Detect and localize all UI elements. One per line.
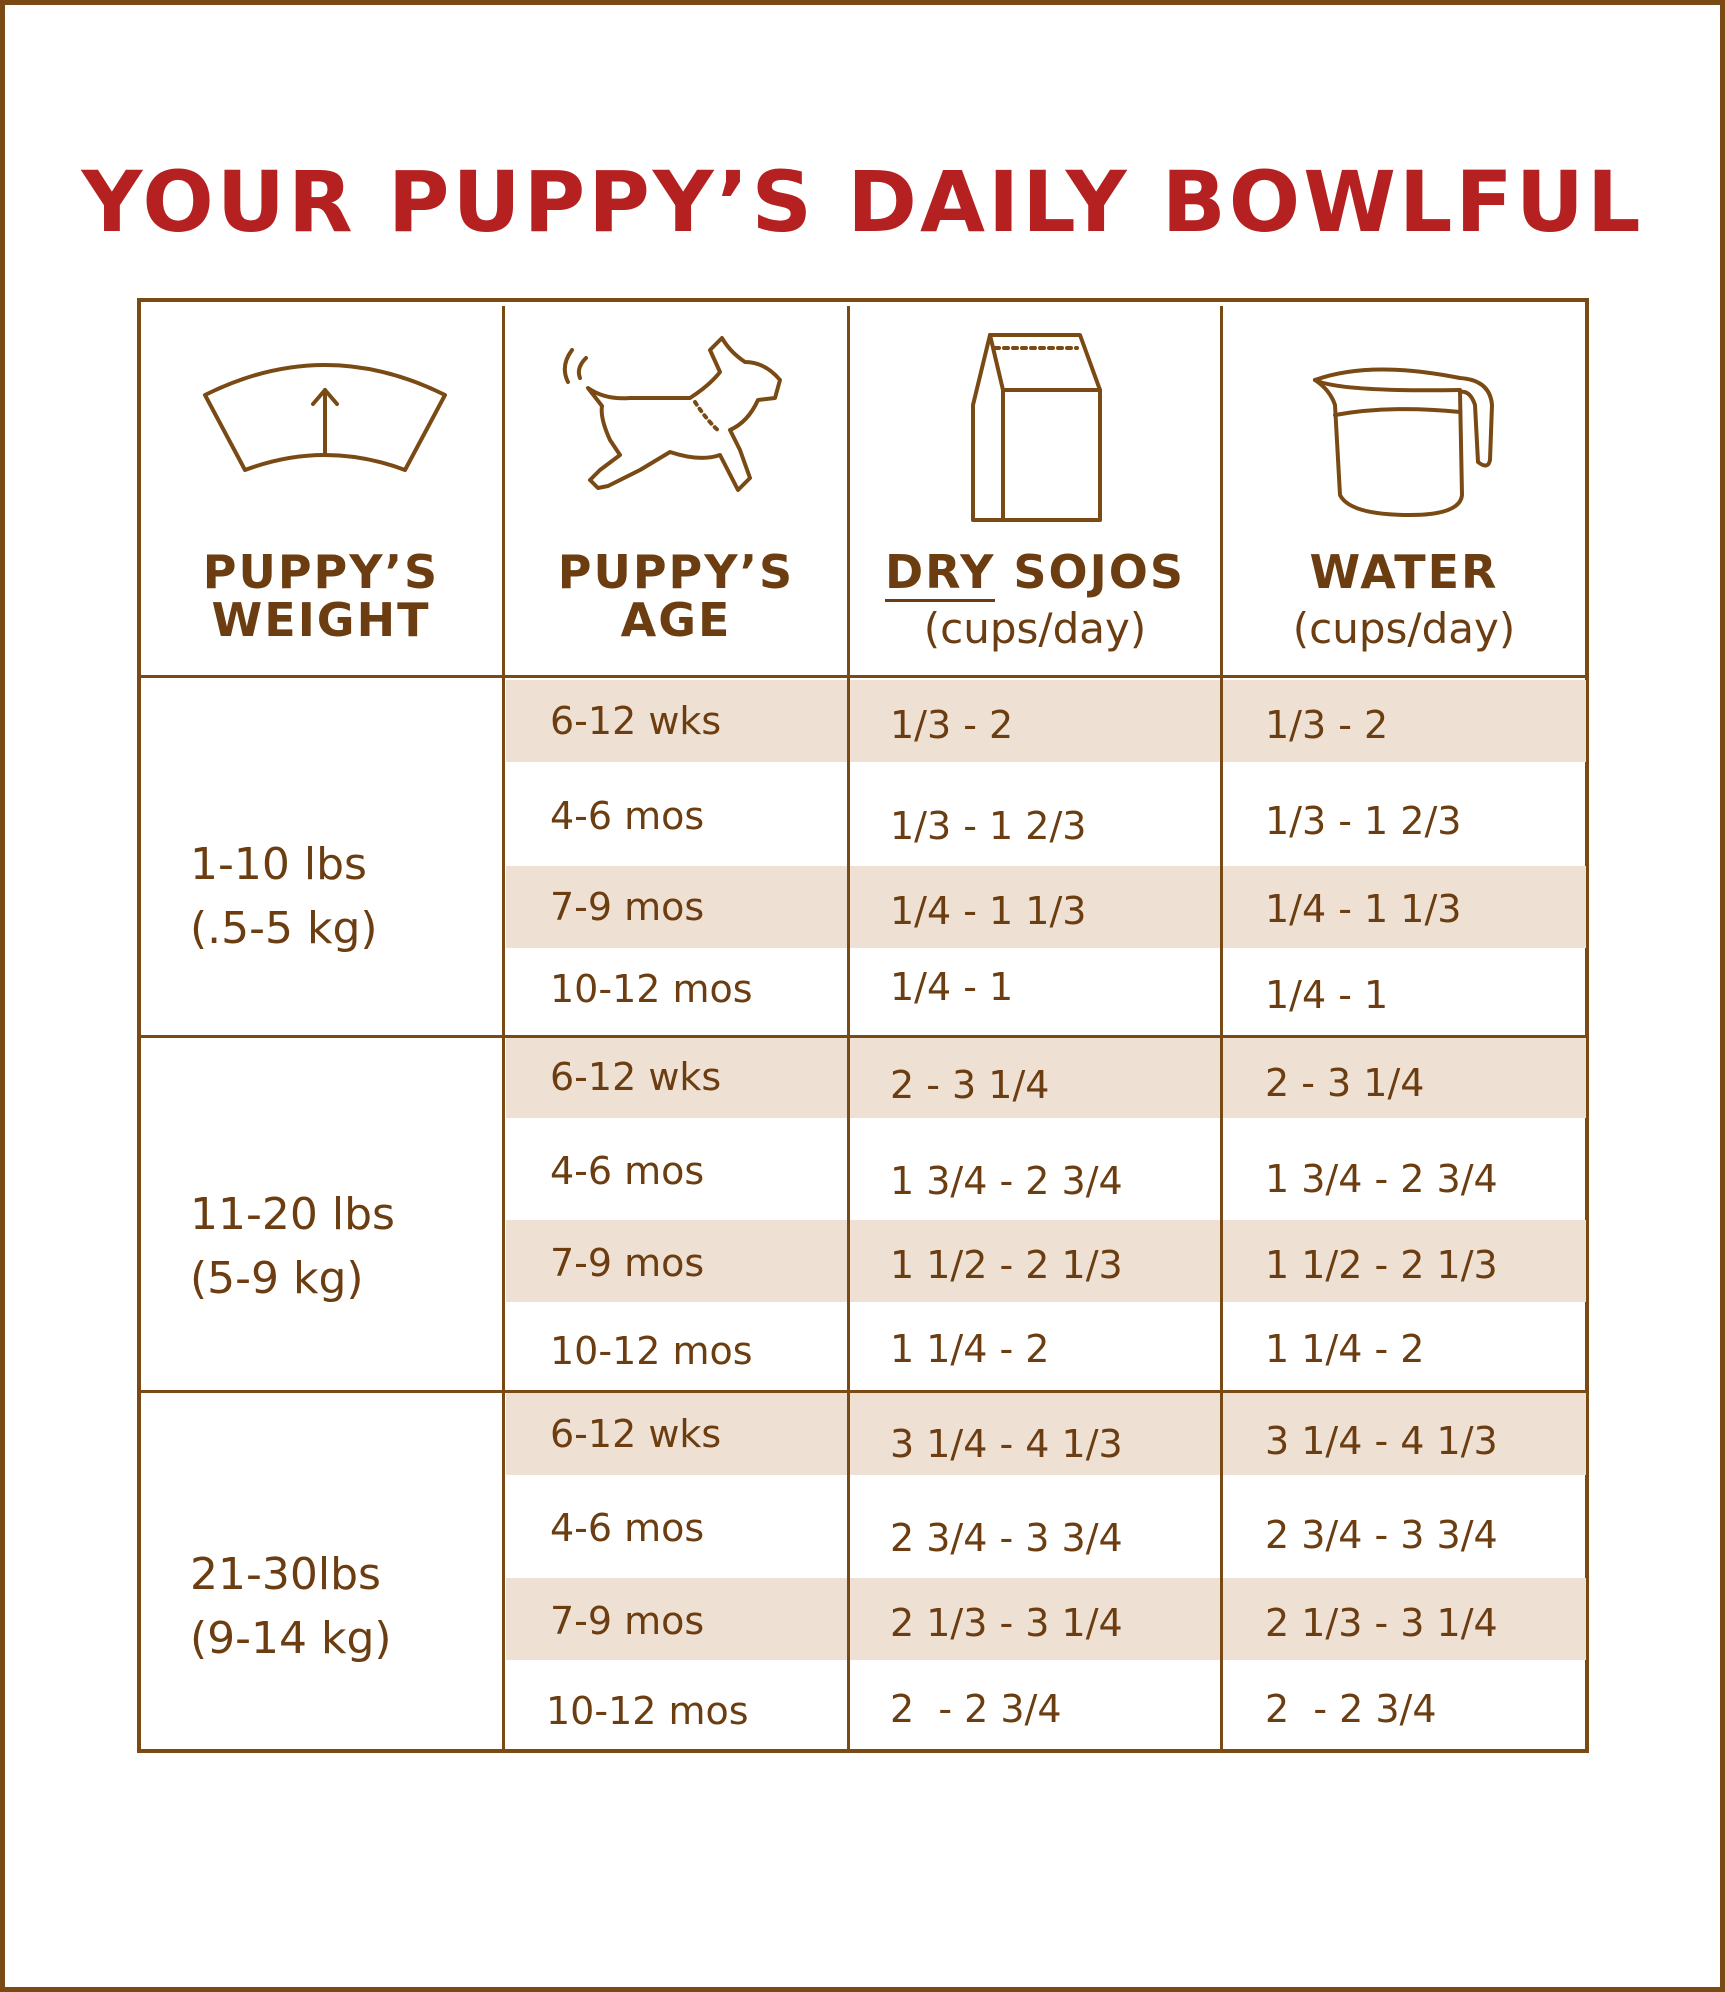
dry-header-unit: (cups/day) bbox=[923, 604, 1147, 653]
water-cell: 1/3 - 1 2/3 bbox=[1265, 799, 1462, 843]
water-cell: 3 1/4 - 4 1/3 bbox=[1265, 1419, 1498, 1463]
age-header-line1: PUPPY’S bbox=[557, 545, 795, 599]
dry-cell: 2 - 3 1/4 bbox=[890, 1063, 1050, 1107]
dry-cell: 1/4 - 1 bbox=[890, 965, 1014, 1009]
dry-cell: 2 - 2 3/4 bbox=[890, 1687, 1062, 1731]
dry-header bbox=[850, 545, 1220, 599]
water-cell: 1 3/4 - 2 3/4 bbox=[1265, 1157, 1498, 1201]
age-cell: 4-6 mos bbox=[550, 1506, 705, 1550]
weight-kg: (9-14 kg) bbox=[190, 1613, 392, 1664]
water-cell: 1/3 - 2 bbox=[1265, 703, 1389, 747]
dry-cell: 1 1/2 - 2 1/3 bbox=[890, 1243, 1123, 1287]
water-cell: 2 - 3 1/4 bbox=[1265, 1061, 1425, 1105]
column-divider bbox=[847, 306, 850, 1753]
weight-kg: (5-9 kg) bbox=[190, 1253, 364, 1304]
dry-header-word1: DRY bbox=[885, 545, 995, 602]
age-header bbox=[505, 545, 847, 647]
dry-cell: 3 1/4 - 4 1/3 bbox=[890, 1422, 1123, 1466]
measuring-cup-icon bbox=[1310, 360, 1500, 520]
dry-cell: 1/4 - 1 1/3 bbox=[890, 889, 1087, 933]
dry-cell: 1 3/4 - 2 3/4 bbox=[890, 1159, 1123, 1203]
food-bag-icon bbox=[965, 330, 1105, 530]
group-divider bbox=[137, 1390, 1589, 1393]
water-cell: 1 1/4 - 2 bbox=[1265, 1327, 1425, 1371]
weight-header bbox=[140, 545, 502, 647]
age-cell: 7-9 mos bbox=[550, 1241, 705, 1285]
weight-header-line1: PUPPY’S bbox=[202, 545, 440, 599]
water-header-unit: (cups/day) bbox=[1292, 604, 1516, 653]
age-cell: 7-9 mos bbox=[550, 885, 705, 929]
scale-icon bbox=[200, 350, 450, 480]
age-cell: 10-12 mos bbox=[546, 1689, 749, 1733]
age-cell: 4-6 mos bbox=[550, 1149, 705, 1193]
age-cell: 10-12 mos bbox=[550, 1329, 753, 1373]
weight-lbs: 11-20 lbs bbox=[190, 1189, 395, 1240]
water-cell: 2 3/4 - 3 3/4 bbox=[1265, 1513, 1498, 1557]
dog-icon bbox=[560, 330, 790, 500]
weight-lbs: 1-10 lbs bbox=[190, 839, 367, 890]
dry-cell: 2 3/4 - 3 3/4 bbox=[890, 1516, 1123, 1560]
weight-header-line2: WEIGHT bbox=[211, 593, 431, 647]
age-cell: 6-12 wks bbox=[550, 1412, 722, 1456]
age-cell: 4-6 mos bbox=[550, 794, 705, 838]
water-cell: 1/4 - 1 bbox=[1265, 973, 1389, 1017]
weight-lbs: 21-30lbs bbox=[190, 1549, 381, 1600]
water-header: WATER bbox=[1309, 545, 1499, 599]
age-header-line2: AGE bbox=[620, 593, 732, 647]
water-cell: 2 1/3 - 3 1/4 bbox=[1265, 1601, 1498, 1645]
dry-cell: 1/3 - 2 bbox=[890, 703, 1014, 747]
water-cell: 1 1/2 - 2 1/3 bbox=[1265, 1243, 1498, 1287]
weight-group-2 bbox=[190, 1183, 490, 1311]
column-divider bbox=[1220, 306, 1223, 1753]
age-cell: 6-12 wks bbox=[550, 1055, 722, 1099]
age-cell: 10-12 mos bbox=[550, 967, 753, 1011]
page-title: YOUR PUPPY’S DAILY BOWLFUL bbox=[81, 153, 1644, 251]
weight-group-3 bbox=[190, 1543, 490, 1671]
dry-cell: 1/3 - 1 2/3 bbox=[890, 804, 1087, 848]
column-divider bbox=[502, 306, 505, 1753]
weight-group-1 bbox=[190, 833, 490, 961]
dry-cell: 2 1/3 - 3 1/4 bbox=[890, 1601, 1123, 1645]
weight-kg: (.5-5 kg) bbox=[190, 903, 378, 954]
header-divider bbox=[137, 675, 1589, 678]
dry-cell: 1 1/4 - 2 bbox=[890, 1327, 1050, 1371]
dry-header-word2: SOJOS bbox=[1013, 545, 1185, 599]
water-cell: 2 - 2 3/4 bbox=[1265, 1687, 1437, 1731]
age-cell: 7-9 mos bbox=[550, 1599, 705, 1643]
age-cell: 6-12 wks bbox=[550, 699, 722, 743]
water-cell: 1/4 - 1 1/3 bbox=[1265, 887, 1462, 931]
